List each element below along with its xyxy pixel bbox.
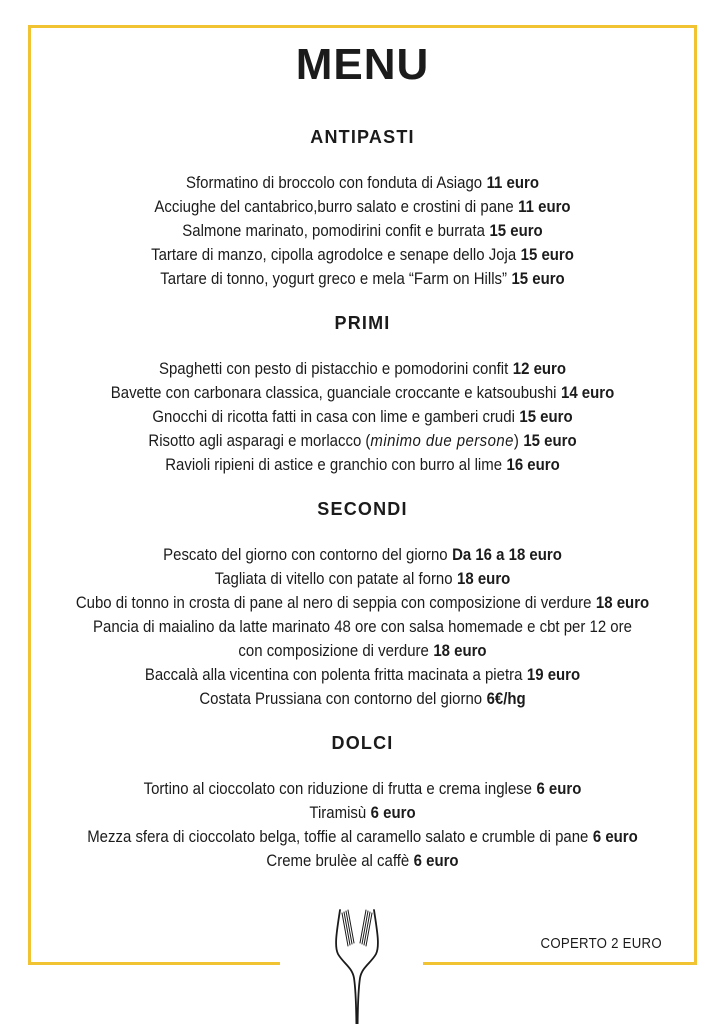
item-price: 19 euro <box>526 665 581 685</box>
item-price: 12 euro <box>512 359 566 379</box>
menu-item <box>71 357 654 381</box>
item-price: 6 euro <box>536 779 582 799</box>
section-dolci <box>31 731 694 873</box>
menu-item <box>71 849 654 873</box>
item-price: 15 euro <box>520 245 574 265</box>
menu-item <box>71 567 654 591</box>
item-name: Cubo di tonno in crosta di pane al nero di seppia con composizione di verdure <box>75 593 592 613</box>
item-price: 16 euro <box>506 455 560 475</box>
item-name: con composizione di verdure <box>238 641 429 661</box>
item-name: Tartare di tonno, yogurt greco e mela “Farm on Hills” <box>160 269 507 289</box>
menu-item <box>71 615 654 639</box>
gold-border-frame <box>28 25 697 965</box>
item-price: 6 euro <box>592 827 638 847</box>
item-price: 11 euro <box>486 173 539 193</box>
item-name: Sformatino di broccolo con fonduta di Asiago <box>186 173 483 193</box>
item-name: Acciughe del cantabrico,burro salato e crostini di pane <box>154 197 514 217</box>
item-price: Da 16 a 18 euro <box>452 545 562 565</box>
section-title: ANTIPASTI <box>310 127 415 148</box>
item-name: Gnocchi di ricotta fatti in casa con lime e gamberi crudi <box>152 407 515 427</box>
section-primi <box>31 311 694 477</box>
item-price: 14 euro <box>560 383 615 403</box>
menu-item <box>71 453 654 477</box>
section-secondi <box>31 497 694 711</box>
menu-item <box>71 405 654 429</box>
item-price: 6€/hg <box>486 689 526 709</box>
item-name: Costata Prussiana con contorno del giorno <box>199 689 483 709</box>
menu-item <box>71 381 654 405</box>
item-price: 11 euro <box>518 197 571 217</box>
menu-item <box>71 591 654 615</box>
item-name: Spaghetti con pesto di pistacchio e pomodorini confit <box>159 359 509 379</box>
menu-item <box>71 777 654 801</box>
item-name: Tiramisù <box>309 803 367 823</box>
menu-item <box>71 801 654 825</box>
section-title: PRIMI <box>334 313 391 334</box>
item-name-post: ) <box>513 431 519 451</box>
item-price: 15 euro <box>489 221 543 241</box>
item-name: Tartare di manzo, cipolla agrodolce e senape dello Joja <box>151 245 517 265</box>
section-antipasti <box>31 125 694 291</box>
item-name: Bavette con carbonara classica, guanciale croccante e katsoubushi <box>110 383 557 403</box>
item-price: 18 euro <box>595 593 650 613</box>
item-name: Salmone marinato, pomodirini confit e burrata <box>182 221 485 241</box>
section-items <box>71 357 654 477</box>
item-price: 18 euro <box>433 641 487 661</box>
menu-item <box>71 663 654 687</box>
item-price: 18 euro <box>457 569 511 589</box>
item-name: Tagliata di vitello con patate al forno <box>214 569 453 589</box>
item-price: 6 euro <box>370 803 416 823</box>
item-price: 15 euro <box>519 407 573 427</box>
item-name: Creme brulèe al caffè <box>266 851 410 871</box>
section-items <box>71 777 654 873</box>
section-title: DOLCI <box>331 733 394 754</box>
menu-item <box>71 687 654 711</box>
fork-icon <box>318 906 396 1024</box>
menu-item <box>71 429 654 453</box>
menu-item <box>71 195 654 219</box>
menu-item <box>71 243 654 267</box>
section-items <box>71 543 654 711</box>
menu-item <box>71 267 654 291</box>
item-price: 15 euro <box>511 269 565 289</box>
item-name: Ravioli ripieni di astice e granchio con burro al lime <box>165 455 503 475</box>
item-name: Pescato del giorno con contorno del giorno <box>163 545 448 565</box>
coperto-note: COPERTO 2 EURO <box>540 935 662 952</box>
menu-item <box>71 639 654 663</box>
item-name-italic-note: minimo due persone <box>370 431 514 451</box>
item-price: 15 euro <box>523 431 577 451</box>
item-name: Baccalà alla vicentina con polenta fritta macinata a pietra <box>144 665 523 685</box>
menu-item <box>71 219 654 243</box>
item-name: Tortino al cioccolato con riduzione di frutta e crema inglese <box>143 779 532 799</box>
menu-item <box>71 543 654 567</box>
menu-item <box>71 825 654 849</box>
item-name: Mezza sfera di cioccolato belga, toffie al caramello salato e crumble di pane <box>87 827 589 847</box>
page-title: MENU <box>295 40 430 89</box>
section-items <box>71 171 654 291</box>
section-title: SECONDI <box>317 499 408 520</box>
menu-content <box>31 28 694 873</box>
menu-item <box>71 171 654 195</box>
item-price: 6 euro <box>413 851 459 871</box>
item-name: Pancia di maialino da latte marinato 48 ore con salsa homemade e cbt per 12 ore <box>93 617 632 637</box>
item-name-pre: Risotto agli asparagi e morlacco ( <box>148 431 371 451</box>
